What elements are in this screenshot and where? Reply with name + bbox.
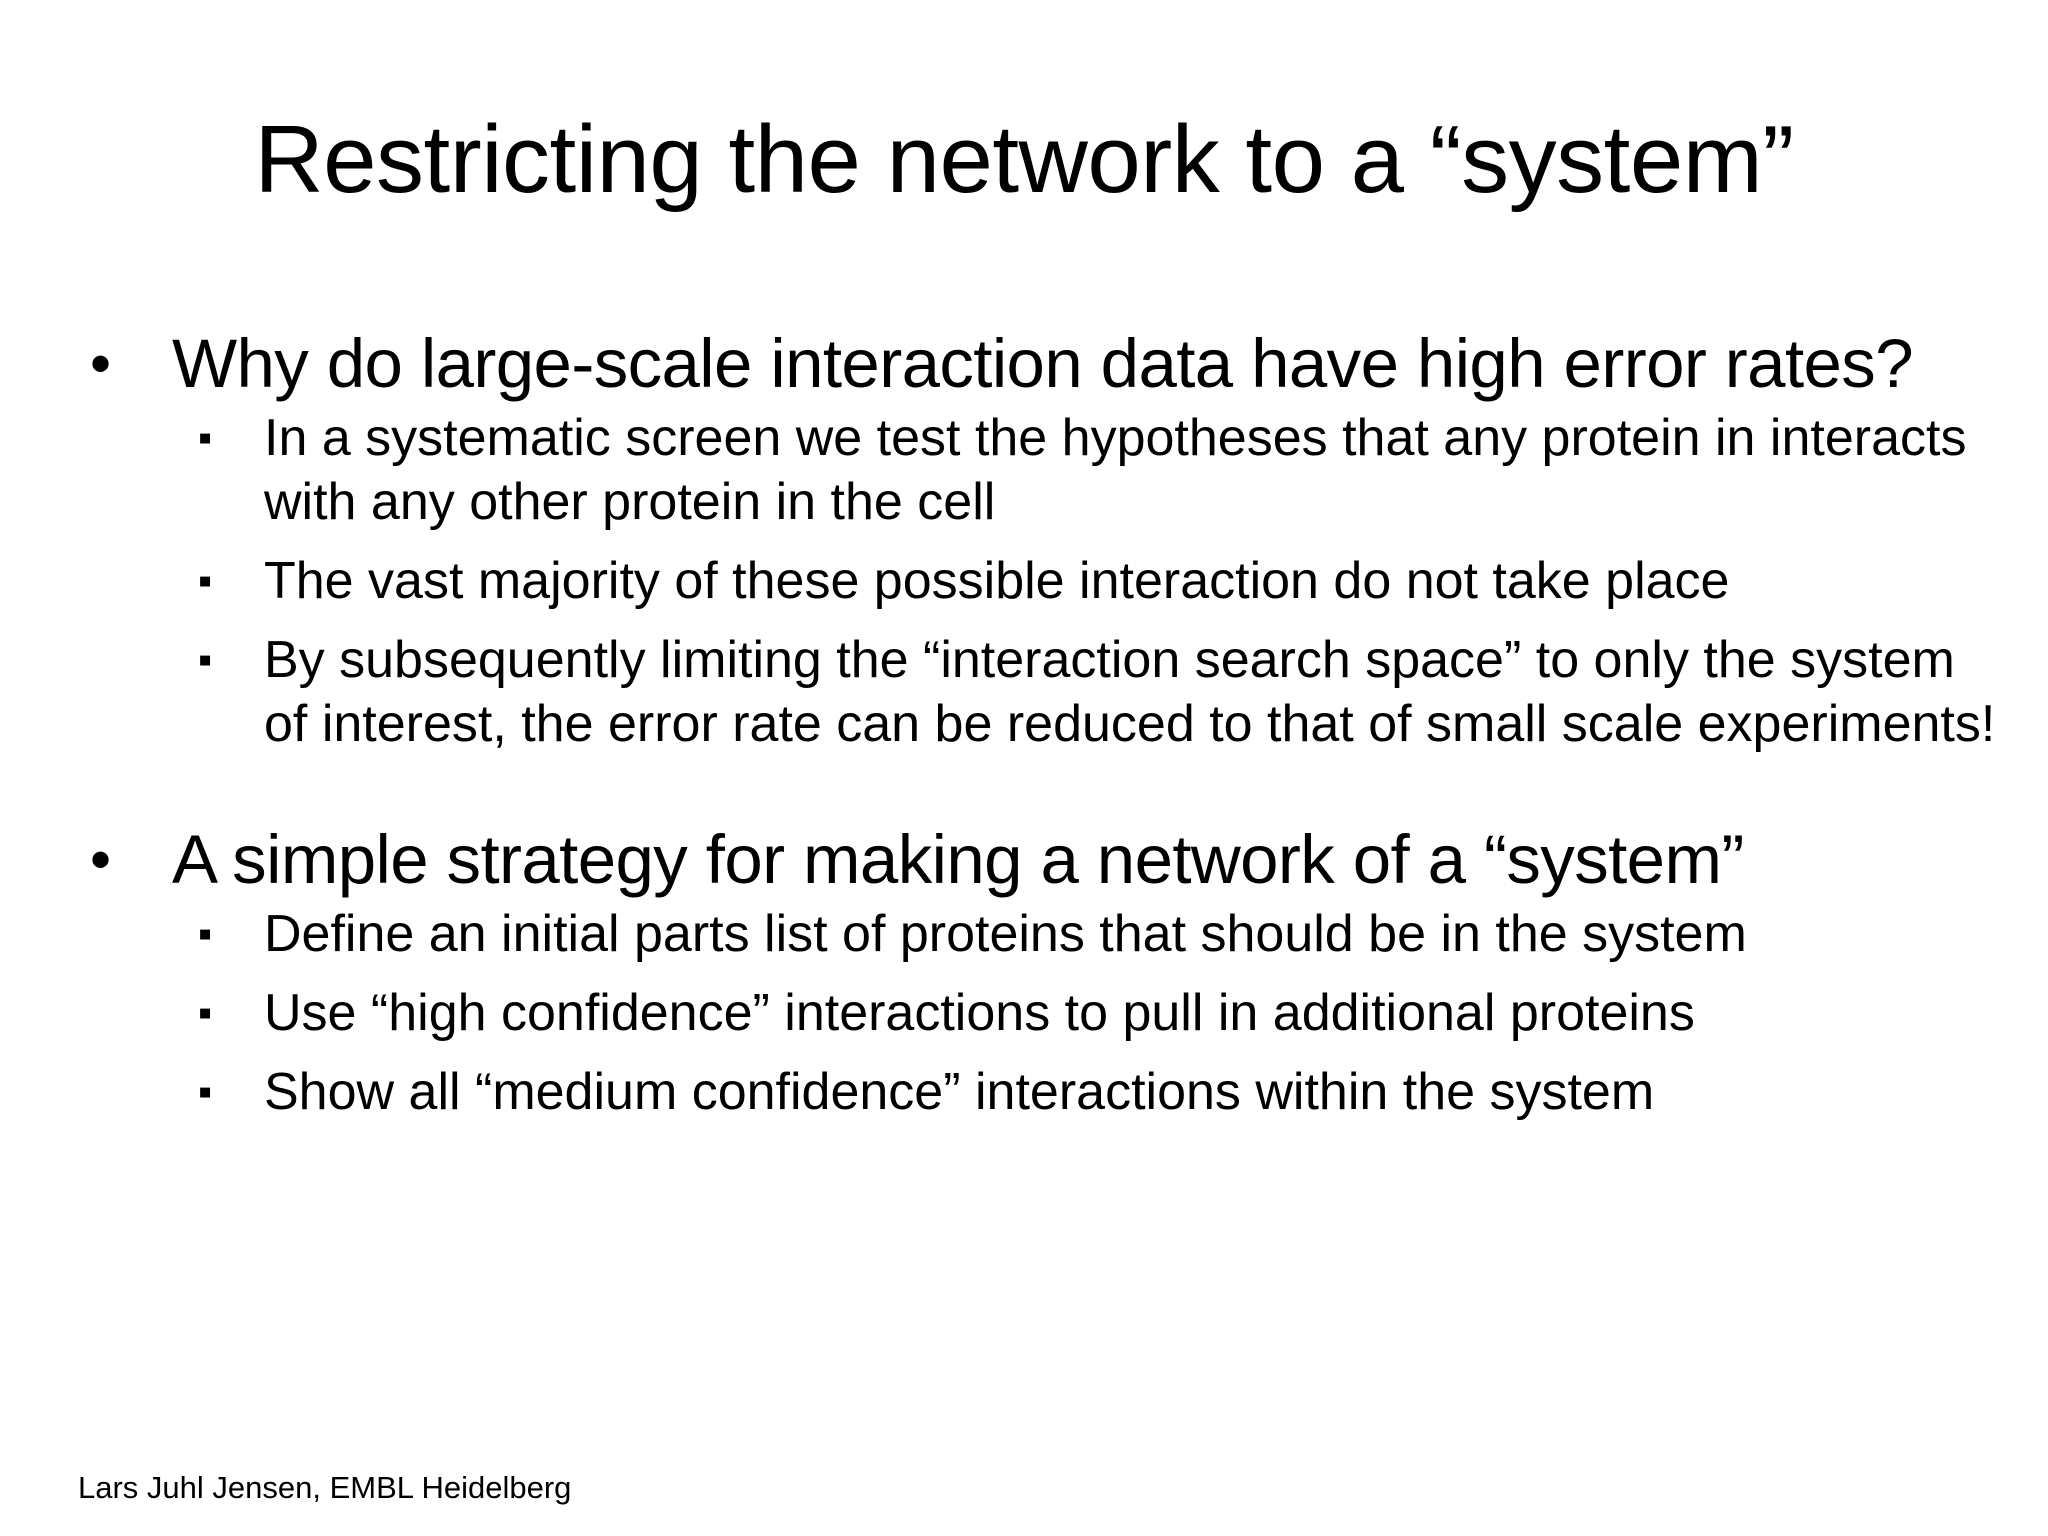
sub-bullet-list [0,902,2048,1124]
sub-bullet-list [0,406,2048,756]
slide-title: Restricting the network to a “system” [254,106,1794,213]
sub-bullet-text: Define an initial parts list of proteins that should be in the system [264,905,1747,963]
square-bullet-icon: ▪ [198,912,213,956]
sub-bullet-item [0,628,2048,756]
sub-bullet-item [0,902,2048,966]
square-bullet-icon: ▪ [198,1070,213,1114]
sub-bullet-text: Use “high confidence” interactions to pull in additional proteins [264,984,1695,1042]
sub-bullet-item [0,549,2048,613]
bullet-icon: • [90,826,111,893]
bullet-item [0,818,2048,902]
square-bullet-icon: ▪ [198,991,213,1035]
bullet-section-2 [0,818,2048,1124]
bullet-icon: • [90,330,111,397]
slide-content [0,322,2048,1139]
square-bullet-icon: ▪ [198,416,213,460]
sub-bullet-item [0,1060,2048,1124]
sub-bullet-text: In a systematic screen we test the hypotheses that any protein in interacts with any other protein in the cell [264,409,1967,531]
square-bullet-icon: ▪ [198,638,213,682]
bullet-section-1 [0,322,2048,756]
bullet-item [0,322,2048,406]
sub-bullet-text: Show all “medium confidence” interactions within the system [264,1063,1655,1121]
sub-bullet-text: The vast majority of these possible interaction do not take place [264,552,1730,610]
sub-bullet-text: By subsequently limiting the “interaction search space” to only the system of interest, the error rate can be reduced to that of small scale experiments! [264,631,1996,753]
sub-bullet-item [0,981,2048,1045]
slide-footer: Lars Juhl Jensen, EMBL Heidelberg [78,1470,572,1505]
bullet-text: A simple strategy for making a network of a “system” [172,821,1744,898]
sub-bullet-item [0,406,2048,534]
square-bullet-icon: ▪ [198,559,213,603]
bullet-text: Why do large-scale interaction data have high error rates? [172,325,1913,402]
